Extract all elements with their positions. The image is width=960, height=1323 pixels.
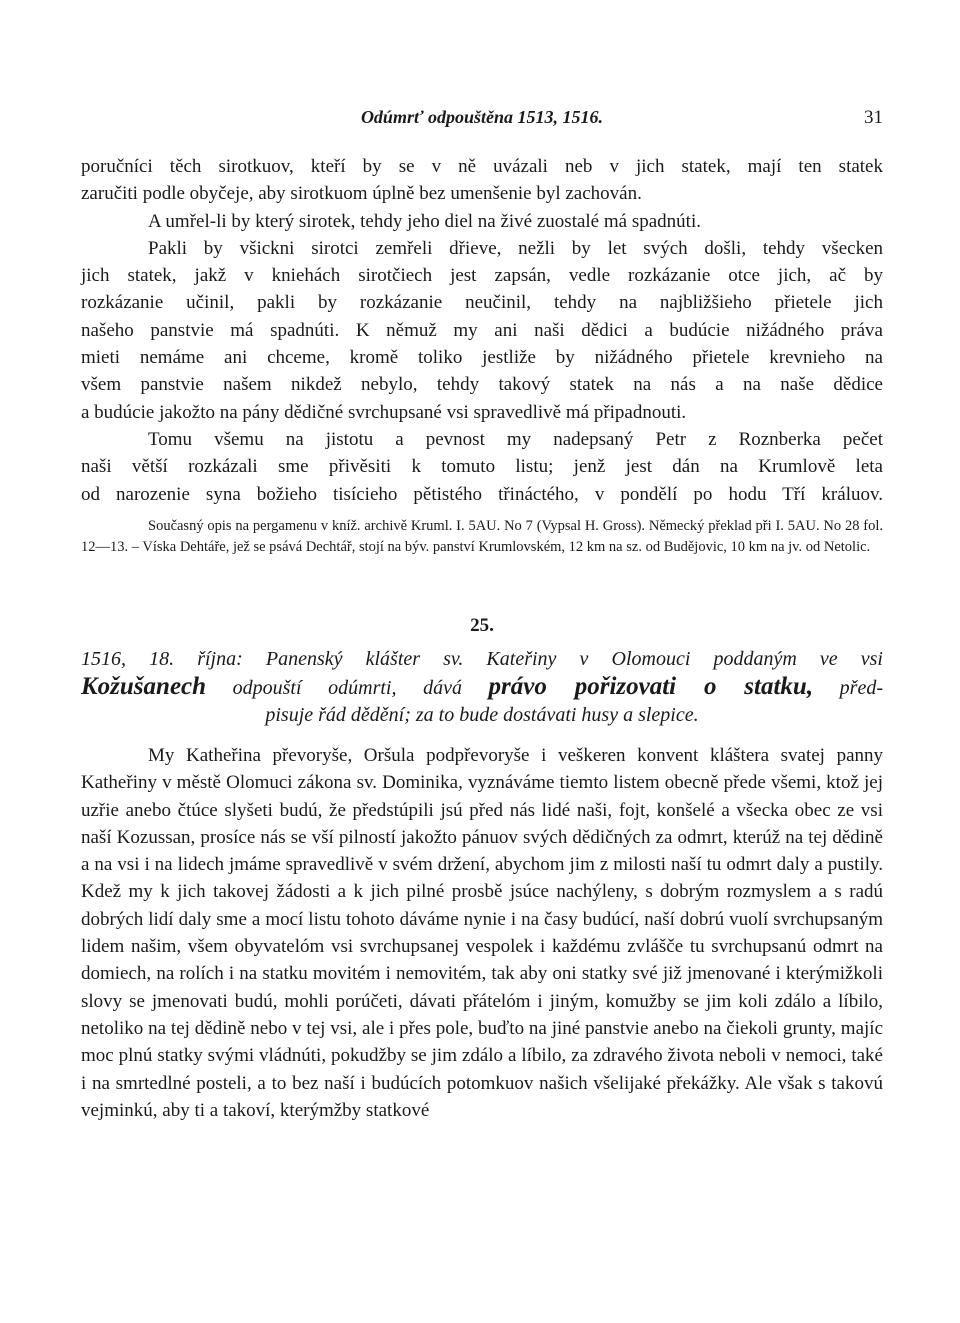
text-line: Tomu všemu na jistotu a pevnost my nadepsaný Petr z Roznberka pečet [148,428,883,450]
continued-text [81,153,883,508]
text-line: našeho panstvie má spadnúti. K němuž my ani naši dědici a budúcie nižádného práva [81,319,883,341]
text-line: rozkázanie učinil, pakli by rozkázanie neučinil, tehdy na najbližšieho přietele jich [81,292,883,314]
text-line: naši větší rozkázali sme přivěsiti k tomuto listu; jenž jest dán na Krumlově leta [81,456,883,478]
text-line: Pakli by všickni sirotci zemřeli dřieve, nežli by let svých došli, tehdy všecken [148,237,883,259]
regest-text: odpouští odúmrti, dává [206,677,489,699]
text-line: poručníci těch sirotkuov, kteří by se v ně uvázali neb v jich statek, mají ten statek [81,156,883,177]
text-line: a budúcie jakožto na pány dědičné svrchupsané vsi spravedlivě má připadnouti. [81,401,687,423]
document-number: 25. [470,615,494,636]
running-head: Odúmrť odpouštěna 1513, 1516. [360,107,604,127]
regest-line [81,673,883,702]
regest-line: pisuje řád dědění; za to bude dostávati husy a slepice. [265,704,699,726]
place-name: Kožušanech [81,673,207,700]
regest-text: před- [813,677,883,699]
text-line: od narozenie syna božieho tisícieho pětistého třináctého, v pondělí po hodu Tří králuov. [81,483,883,505]
regest-line: 1516, 18. října: Panenský klášter sv. Kateřiny v Olomouci poddaným ve vsi [81,648,883,670]
page-number: 31 [864,107,883,128]
text-line: mieti nemáme ani chceme, kromě toliko jestliže by nižádného přietele krevnieho na [81,347,883,369]
page-header [81,107,883,133]
text-line: A umřel-li by který sirotek, tehdy jeho diel na živé zuostalé má spadnúti. [148,210,701,232]
source-note: Současný opis na pergamenu v kníž. archivě Kruml. I. 5AU. No 7 (Vypsal H. Gross). Německý překlad při I. 5AU. No 28 fol. 12—13. – Víska Dehtáře, jež se psává Dechtář, stojí na býv. panství Krumlovském, 12 km na sz. od Budějovic, 10 km na jv. od Netolic. [81,518,883,555]
text-line: jich statek, jakž v kniehách sirotčiech jest zapsán, vedle rozkázanie otce jich, ač by [81,265,883,287]
text-line: všem panstvie našem nikdež nebylo, tehdy takový statek na nás a na naše dědice [81,374,883,396]
document-regest [81,646,883,729]
text-line: zaručiti podle obyčeje, aby sirotkuom úplně bez umenšenie byl zachován. [81,183,642,205]
charter-text: My Katheřina převoryše, Oršula podpřevoryše i veškeren konvent kláštera svatej panny Katheřiny v městě Olomuci zákona sv. Dominika, vyznáváme tiemto listem obecně přede všemi, ktož jej uzřie anebo čtúce slyšeti budú, že předstúpili jsú před nás lidé naši, fojt, konšelé a všecka obec ze vsi naší Kozussan, prosíce nás se vší pilností jakožto pánuov svých dědičných za odmrt, kterúž na tej dědině a na vsi i na lidech jmáme spravedlivě v svém držení, abychom jim z milosti naší tu odmrt daly a pustily. Kdež my k jich takovej žádosti a k jich pilné prosbě jsúce nachýleny, s dobrým rozmyslem a s radú dobrých lidí daly sme a mocí listu tohoto dáváme nynie i na časy budúcí, naší dobrú vuolí svrchupsaným lidem našim, všem obyvatelóm vsi svrchupsanej vespolek i každému zvlášče tu svrchupsanú odmrt na domiech, na rolích i na statku movitém i nemovitém, tak aby oni statky své již jmenované i kterýmižkoli slovy se jmenovati budú, mohli porúčeti, dávati přátelóm i jiným, komužby se jim koli zdálo a líbilo, netoliko na tej dědině nebo v tej vsi, ale i přes pole, buďto na jiné panstvie anebo na čiekoli grunty, majíc moc plnú statky svými vládnúti, pokudžby se jim zdálo a líbilo, za zdravého života neboli v nemoci, také i na smrtedlné posteli, a to bez naší i budúcích potomkuov našich všelijaké překážky. Ale však s takovú vejminkú, aby ti a takoví, kterýmžby statkové [81,745,883,1121]
regest-highlight: právo pořizovati o statku, [488,673,814,700]
